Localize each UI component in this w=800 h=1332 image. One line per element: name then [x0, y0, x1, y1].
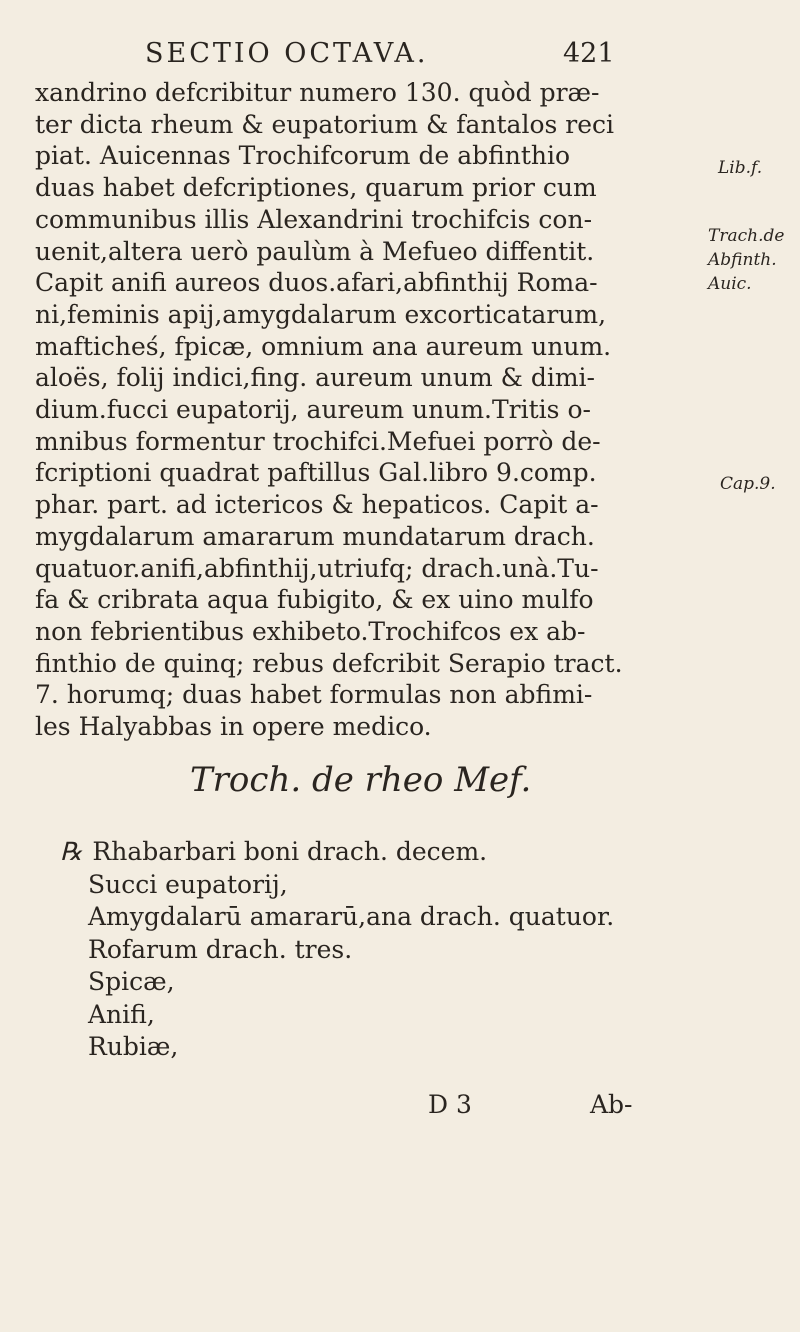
- body-line: mafticheś, fpicæ, omnium ana aureum unum.: [35, 331, 612, 361]
- recipe-line: Rubiæ,: [88, 1032, 179, 1061]
- body-line: aloës, folij indici,fing. aureum unum & dimi-: [35, 363, 595, 393]
- recipe-line: Amygdalarū amararū,ana drach. quatuor.: [88, 902, 615, 931]
- signature-mark: D 3: [428, 1090, 472, 1119]
- recipe-line: Succi eupatorij,: [88, 869, 288, 899]
- recipe-line: Rofarum drach. tres.: [88, 934, 353, 964]
- body-line: les Halyabbas in opere medico.: [35, 712, 432, 742]
- recipe-line: [60, 836, 640, 869]
- recipe-text: Rhabarbari boni drach. decem.: [92, 837, 488, 866]
- margin-note-lib: Lib.f.: [718, 158, 763, 178]
- recipe-line: Anifi,: [88, 999, 155, 1029]
- margin-note-trach: Trach.de: [708, 226, 785, 246]
- rx-symbol: ℞: [60, 837, 83, 866]
- body-line: phar. part. ad ictericos & hepaticos. Capit a-: [35, 490, 599, 520]
- body-line: ni,feminis apij,amygdalarum excorticatarum,: [35, 299, 607, 329]
- recipe-list: [60, 836, 640, 1064]
- body-line: fcriptioni quadrat paftillus Gal.libro 9.comp.: [35, 458, 597, 488]
- page-number: 421: [563, 38, 615, 69]
- body-line: mnibus formentur trochifci.Mefuei porrò de-: [35, 426, 601, 456]
- body-line: duas habet defcriptiones, quarum prior cum: [35, 173, 597, 203]
- body-line: finthio de quinq; rebus defcribit Serapio tract.: [35, 648, 623, 678]
- body-line: xandrino defcribitur numero 130. quòd præ-: [35, 78, 600, 107]
- body-line: communibus illis Alexandrini trochifcis con-: [35, 204, 593, 234]
- body-line: ter dicta rheum & eupatorium & fantalos reci: [35, 109, 615, 139]
- recipe-heading: Troch. de rheo Mef.: [190, 760, 532, 800]
- running-title: SECTIO OCTAVA.: [145, 38, 429, 69]
- catchword: Ab-: [590, 1090, 633, 1119]
- margin-note-abfinth: Abfinth.: [708, 250, 777, 270]
- body-line: mygdalarum amararum mundatarum drach.: [35, 521, 595, 551]
- body-line: quatuor.anifi,abfinthij,utriufq; drach.unà.Tu-: [35, 553, 599, 583]
- body-line: non febrientibus exhibeto.Trochifcos ex ab-: [35, 616, 586, 646]
- margin-note-auic: Auic.: [708, 274, 752, 294]
- body-line: dium.fucci eupatorij, aureum unum.Tritis o-: [35, 395, 591, 425]
- body-line: 7. horumq; duas habet formulas non abfimi-: [35, 680, 593, 710]
- body-paragraph: [35, 77, 625, 743]
- body-line: piat. Auicennas Trochifcorum de abfinthio: [35, 141, 571, 171]
- recipe-line: Spicæ,: [88, 967, 175, 996]
- body-line: fa & cribrata aqua fubigito, & ex uino mulfo: [35, 585, 594, 615]
- body-line: Capit anifi aureos duos.afari,abfinthij Roma-: [35, 268, 598, 298]
- body-line: uenit,altera uerò paulùm à Mefueo diffentit.: [35, 236, 595, 266]
- margin-note-cap: Cap.9.: [720, 474, 776, 494]
